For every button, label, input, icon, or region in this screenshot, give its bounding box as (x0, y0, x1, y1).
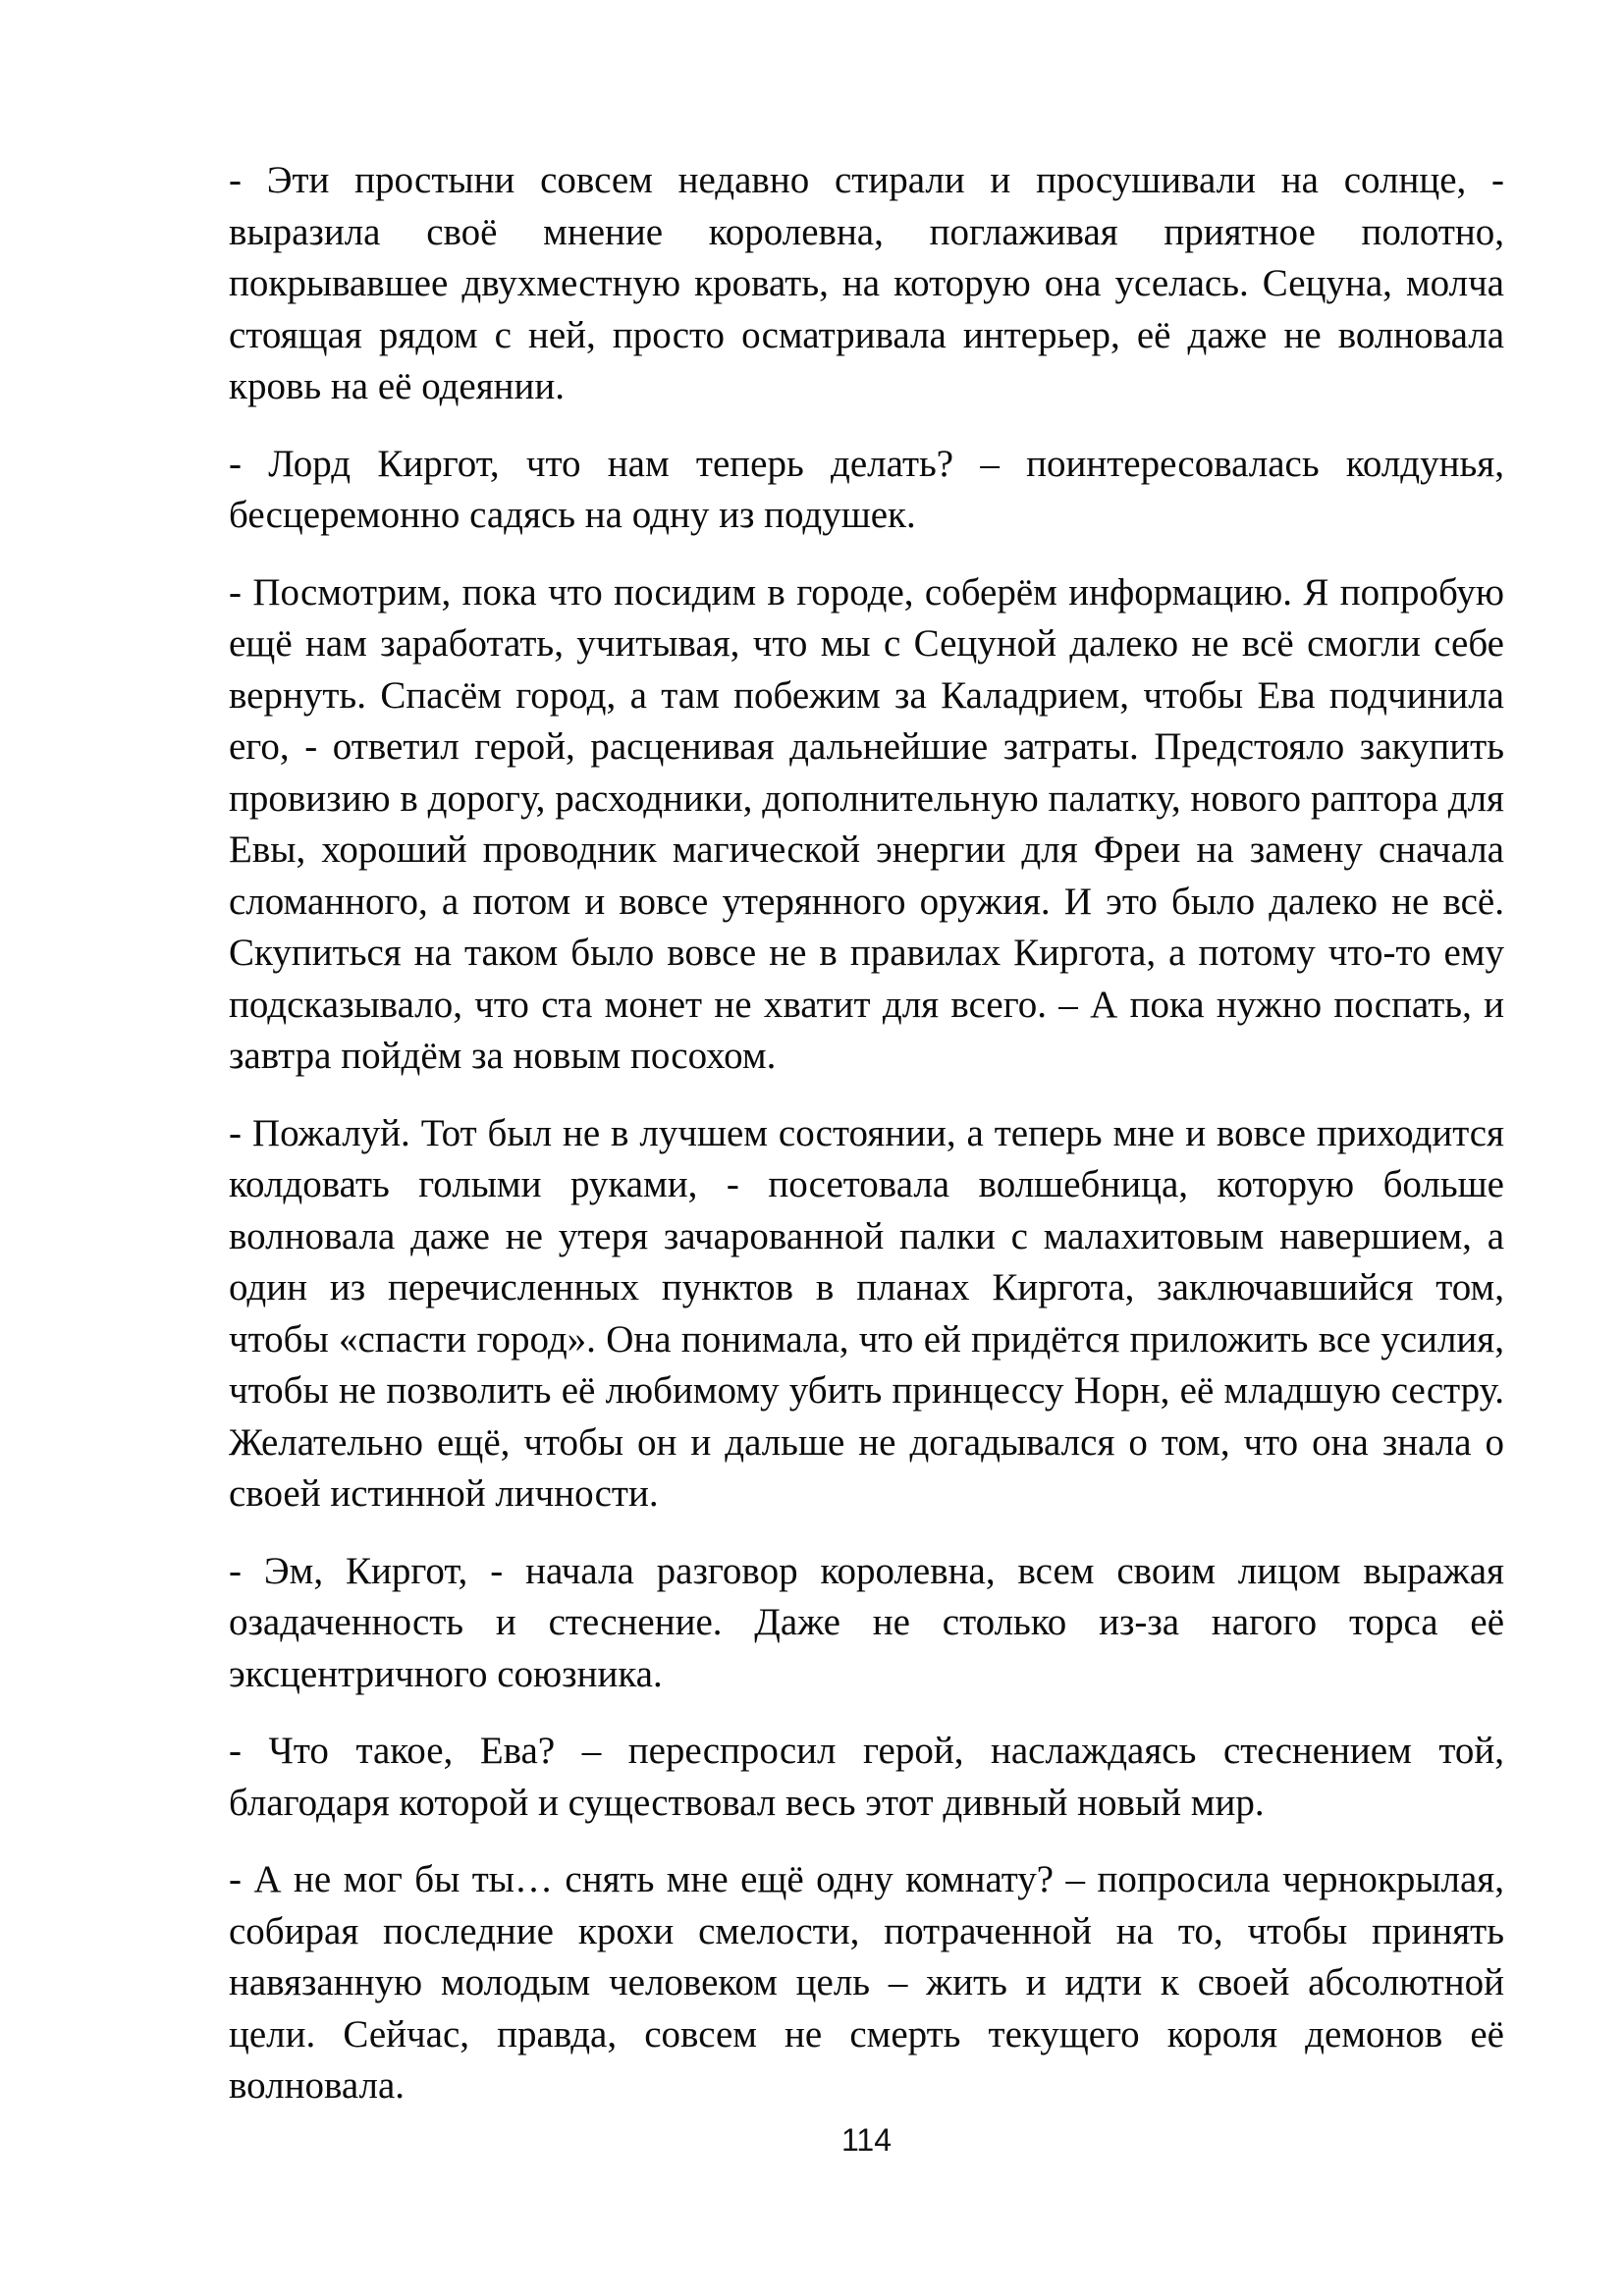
paragraph-6: - Что такое, Ева? – переспросил герой, наслаждаясь стеснением той, благодаря которой и существовал весь этот дивный новый мир. (229, 1730, 1504, 1824)
paragraph-1: - Эти простыни совсем недавно стирали и просушивали на солнце, - выразила своё мнение королевна, поглаживая приятное полотно, покрывавшее двухместную кровать, на которую она уселась. Сецуна, молча стоящая рядом с ней, просто осматривала интерьер, её даже не волновала кровь на её одеянии. (229, 159, 1504, 407)
text-block (229, 155, 1504, 2138)
paragraph-2: - Лорд Киргот, что нам теперь делать? – поинтересовалась колдунья, бесцеремонно садясь на одну из подушек. (229, 442, 1504, 536)
paragraph-5: - Эм, Киргот, - начала разговор королевна, всем своим лицом выражая озадаченность и стеснение. Даже не столько из-за нагого торса её эксцентричного союзника. (229, 1549, 1504, 1695)
page-number: 114 (840, 2122, 892, 2158)
paragraph-4: - Пожалуй. Тот был не в лучшем состоянии, а теперь мне и вовсе приходится колдовать голыми руками, - посетовала волшебница, которую больше волновала даже не утеря зачарованной палки с малахитовым навершием, а один из перечисленных пунктов в планах Киргота, заключавшийся том, чтобы «спасти город». Она понимала, что ей придётся приложить все усилия, чтобы не позволить её любимому убить принцессу Норн, её младшую сестру. Желательно ещё, чтобы он и дальше не догадывался о том, что она знала о своей истинной личности. (229, 1111, 1504, 1515)
paragraph-3: - Посмотрим, пока что посидим в городе, соберём информацию. Я попробую ещё нам заработать, учитывая, что мы с Сецуной далеко не всё смогли себе вернуть. Спасём город, а там побежим за Каладрием, чтобы Ева подчинила его, - ответил герой, расценивая дальнейшие затраты. Предстояло закупить провизию в дорогу, расходники, дополнительную палатку, нового раптора для Евы, хороший проводник магической энергии для Фреи на замену сначала сломанного, а потом и вовсе утерянного оружия. И это было далеко не всё. Скупиться на таком было вовсе не в правилах Киргота, а потому что-то ему подсказывало, что ста монет не хватит для всего. – А пока нужно поспать, и завтра пойдём за новым посохом. (229, 570, 1504, 1077)
paragraph-7: - А не мог бы ты… снять мне ещё одну комнату? – попросила чернокрылая, собирая последние крохи смелости, потраченной на то, чтобы принять навязанную молодым человеком цель – жить и идти к своей абсолютной цели. Сейчас, правда, совсем не смерть текущего короля демонов её волновала. (229, 1858, 1504, 2107)
